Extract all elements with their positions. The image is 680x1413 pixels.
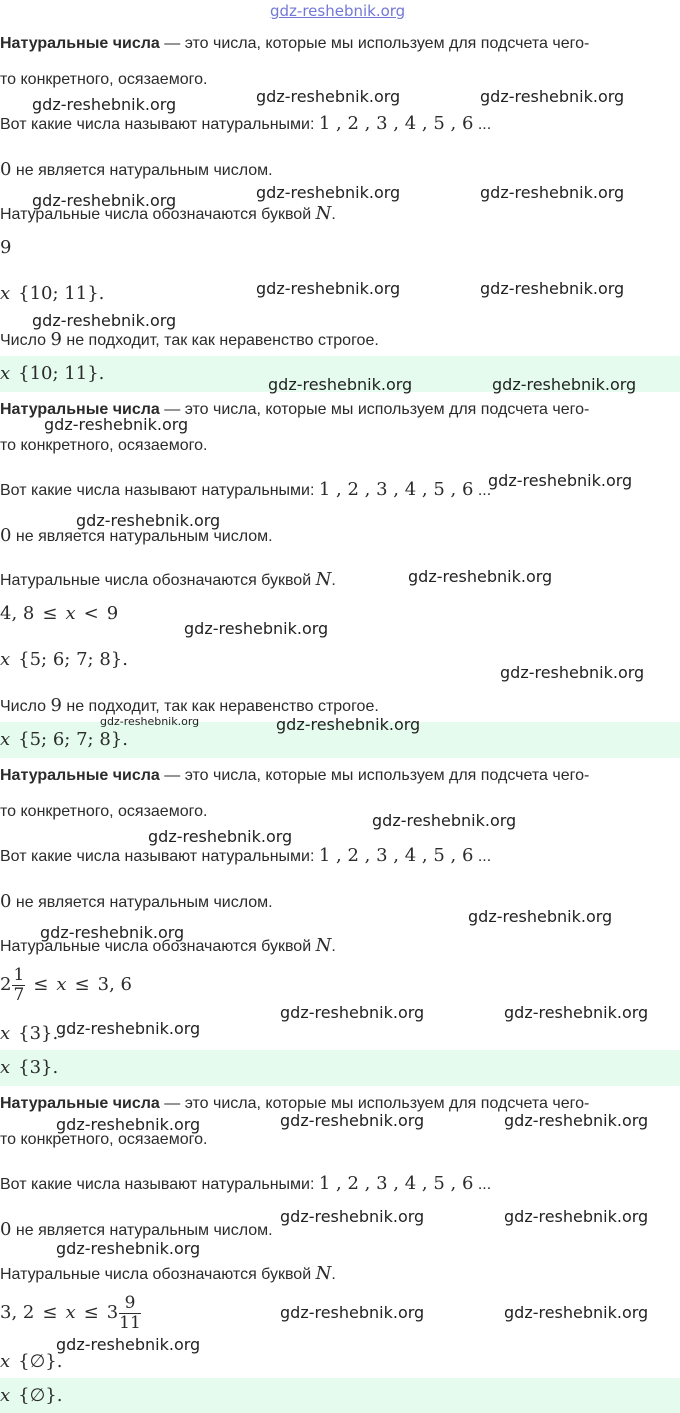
natural-numbers: 1 , 2 , 3 , 4 , 5 , 6 xyxy=(318,479,474,500)
denote-text: Натуральные числа обозначаются буквой xyxy=(0,1266,316,1283)
nine-number: 9 xyxy=(50,695,62,716)
mixed-whole: 2 xyxy=(0,974,12,995)
variable-x: x xyxy=(0,729,11,750)
answer-2 xyxy=(0,730,128,750)
variable-x: x xyxy=(0,1057,11,1078)
definition-line-1 xyxy=(0,766,589,786)
left-bound: 4, 8 xyxy=(0,603,35,624)
term-bold: Натуральные числа xyxy=(0,767,160,784)
zero-text: не является натуральным числом. xyxy=(11,1222,273,1239)
answer-value: {∅}. xyxy=(18,1385,63,1406)
le-sign: ≤ xyxy=(33,974,49,995)
answer-1 xyxy=(0,364,104,384)
inequality-3 xyxy=(0,962,132,1008)
list-intro: Вот какие числа называют натуральными: xyxy=(0,482,319,499)
solution-set-4 xyxy=(0,1352,62,1372)
solution-set-1 xyxy=(0,284,104,304)
watermark: gdz-reshebnik.org xyxy=(276,715,421,734)
inequality-2 xyxy=(0,604,118,624)
definition-line-2: то конкретного, осязаемого. xyxy=(0,803,208,820)
watermark: gdz-reshebnik.org xyxy=(184,619,329,638)
watermark: gdz-reshebnik.org xyxy=(148,827,293,846)
fraction-numerator: 9 xyxy=(119,1294,141,1314)
strict-note-2 xyxy=(0,696,379,717)
watermark: gdz-reshebnik.org xyxy=(44,415,189,434)
denote-text: Натуральные числа обозначаются буквой xyxy=(0,206,316,223)
watermark: gdz-reshebnik.org xyxy=(256,279,401,298)
set-value: {∅}. xyxy=(18,1351,63,1372)
watermark: gdz-reshebnik.org xyxy=(504,1303,649,1322)
definition-text: — это числа, которые мы используем для подсчета чего- xyxy=(159,1095,590,1112)
watermark: gdz-reshebnik.org xyxy=(56,1115,201,1134)
watermark: gdz-reshebnik.org xyxy=(408,567,553,586)
answer-4 xyxy=(0,1386,62,1406)
zero-line xyxy=(0,1220,273,1241)
watermark: gdz-reshebnik.org xyxy=(280,1303,425,1322)
natural-list-line xyxy=(0,846,491,867)
definition-line-2: то конкретного, осязаемого. xyxy=(0,1131,208,1148)
left-bound: 3, 2 xyxy=(0,1302,35,1323)
natural-numbers: 1 , 2 , 3 , 4 , 5 , 6 xyxy=(318,1173,474,1194)
watermark: gdz-reshebnik.org xyxy=(372,811,517,830)
watermark: gdz-reshebnik.org xyxy=(256,183,401,202)
watermark: gdz-reshebnik.org xyxy=(280,1207,425,1226)
answer-value: {10; 11}. xyxy=(18,363,105,384)
variable-x: x xyxy=(56,974,67,995)
zero-number: 0 xyxy=(0,891,12,912)
ellipsis: ... xyxy=(473,848,492,865)
note-word: Число xyxy=(0,332,51,349)
definition-text: — это числа, которые мы используем для подсчета чего- xyxy=(159,401,590,418)
zero-number: 0 xyxy=(0,525,12,546)
watermark: gdz-reshebnik.org xyxy=(270,2,406,20)
fraction-denominator: 7 xyxy=(13,984,25,1005)
set-value: {3}. xyxy=(18,1023,59,1044)
fraction-denominator: 11 xyxy=(119,1312,141,1333)
variable-x: x xyxy=(0,283,11,304)
variable-x: x xyxy=(0,1385,11,1406)
nine-number: 9 xyxy=(50,329,62,350)
watermark: gdz-reshebnik.org xyxy=(280,1003,425,1022)
watermark: gdz-reshebnik.org xyxy=(504,1003,649,1022)
answer-band-4 xyxy=(0,1378,680,1413)
inequality-1: 9 xyxy=(0,237,12,258)
variable-x: x xyxy=(0,363,11,384)
fraction xyxy=(119,1294,141,1333)
answer-3 xyxy=(0,1058,58,1078)
solution-set-2 xyxy=(0,650,128,670)
watermark: gdz-reshebnik.org xyxy=(56,1019,201,1038)
watermark: gdz-reshebnik.org xyxy=(504,1207,649,1226)
variable-x: x xyxy=(0,1023,11,1044)
definition-text: — это числа, которые мы используем для подсчета чего- xyxy=(159,767,590,784)
note-rest: не подходит, так как неравенство строгое. xyxy=(61,332,379,349)
denote-line xyxy=(0,1264,336,1285)
watermark: gdz-reshebnik.org xyxy=(480,87,625,106)
natural-numbers: 1 , 2 , 3 , 4 , 5 , 6 xyxy=(318,113,474,134)
fraction-numerator: 1 xyxy=(13,964,25,985)
le-sign: ≤ xyxy=(42,1302,58,1323)
definition-text: — это числа, которые мы используем для подсчета чего- xyxy=(159,35,590,52)
strict-note-1 xyxy=(0,330,379,351)
answer-band-3 xyxy=(0,1050,680,1086)
watermark: gdz-reshebnik.org xyxy=(32,95,177,114)
definition-line-1 xyxy=(0,34,589,54)
watermark: gdz-reshebnik.org xyxy=(256,87,401,106)
le-sign: ≤ xyxy=(42,603,58,624)
inequality-4 xyxy=(0,1290,141,1336)
dot: . xyxy=(331,1266,336,1283)
natural-list-line xyxy=(0,480,491,501)
watermark: gdz-reshebnik.org xyxy=(56,1239,201,1258)
fraction xyxy=(12,966,25,1005)
watermark: gdz-reshebnik.org xyxy=(504,1111,649,1130)
watermark: gdz-reshebnik.org xyxy=(480,279,625,298)
watermark: gdz-reshebnik.org xyxy=(268,375,413,394)
dot: . xyxy=(331,572,336,589)
mixed-whole: 3 xyxy=(106,1302,119,1323)
set-value: {5; 6; 7; 8}. xyxy=(18,649,128,670)
set-letter: N xyxy=(315,1263,332,1284)
denote-text: Натуральные числа обозначаются буквой xyxy=(0,938,316,955)
watermark: gdz-reshebnik.org xyxy=(56,1335,201,1354)
zero-number: 0 xyxy=(0,1219,12,1240)
watermark: gdz-reshebnik.org xyxy=(100,715,200,728)
zero-text: не является натуральным числом. xyxy=(11,528,273,545)
variable-x: x xyxy=(0,1351,11,1372)
variable-x: x xyxy=(0,649,11,670)
term-bold: Натуральные числа xyxy=(0,35,160,52)
watermark: gdz-reshebnik.org xyxy=(32,311,177,330)
term-bold: Натуральные числа xyxy=(0,1095,160,1112)
term-bold: Натуральные числа xyxy=(0,401,160,418)
lt-sign: < xyxy=(83,603,99,624)
zero-text: не является натуральным числом. xyxy=(11,162,273,179)
answer-value: {5; 6; 7; 8}. xyxy=(18,729,128,750)
watermark: gdz-reshebnik.org xyxy=(76,511,221,530)
definition-line-2: то конкретного, осязаемого. xyxy=(0,437,208,454)
natural-list-line xyxy=(0,114,491,135)
solution-set-3 xyxy=(0,1024,58,1044)
denote-text: Натуральные числа обозначаются буквой xyxy=(0,572,316,589)
right-bound: 3, 6 xyxy=(97,974,132,995)
watermark: gdz-reshebnik.org xyxy=(32,191,177,210)
answer-value: {3}. xyxy=(18,1057,59,1078)
zero-line xyxy=(0,160,273,181)
note-word: Число xyxy=(0,698,51,715)
ellipsis: ... xyxy=(473,1176,492,1193)
le-sign: ≤ xyxy=(83,1302,99,1323)
watermark: gdz-reshebnik.org xyxy=(488,471,633,490)
list-intro: Вот какие числа называют натуральными: xyxy=(0,116,319,133)
denote-line xyxy=(0,570,336,591)
note-rest: не подходит, так как неравенство строгое. xyxy=(61,698,379,715)
ellipsis: ... xyxy=(473,116,492,133)
watermark: gdz-reshebnik.org xyxy=(492,375,637,394)
watermark: gdz-reshebnik.org xyxy=(480,183,625,202)
le-sign: ≤ xyxy=(74,974,90,995)
set-letter: N xyxy=(315,569,332,590)
watermark: gdz-reshebnik.org xyxy=(500,663,645,682)
list-intro: Вот какие числа называют натуральными: xyxy=(0,848,319,865)
variable-x: x xyxy=(65,1302,76,1323)
ellipsis: ... xyxy=(473,482,492,499)
zero-number: 0 xyxy=(0,159,12,180)
watermark: gdz-reshebnik.org xyxy=(468,907,613,926)
set-letter: N xyxy=(315,203,332,224)
zero-line xyxy=(0,892,273,913)
watermark: gdz-reshebnik.org xyxy=(280,1111,425,1130)
set-value: {10; 11}. xyxy=(18,283,105,304)
natural-list-line xyxy=(0,1174,491,1195)
watermark: gdz-reshebnik.org xyxy=(40,923,185,942)
dot: . xyxy=(331,206,336,223)
right-bound: 9 xyxy=(106,603,119,624)
dot: . xyxy=(331,938,336,955)
list-intro: Вот какие числа называют натуральными: xyxy=(0,1176,319,1193)
natural-numbers: 1 , 2 , 3 , 4 , 5 , 6 xyxy=(318,845,474,866)
zero-text: не является натуральным числом. xyxy=(11,894,273,911)
set-letter: N xyxy=(315,935,332,956)
definition-line-2: то конкретного, осязаемого. xyxy=(0,71,208,88)
variable-x: x xyxy=(65,603,76,624)
